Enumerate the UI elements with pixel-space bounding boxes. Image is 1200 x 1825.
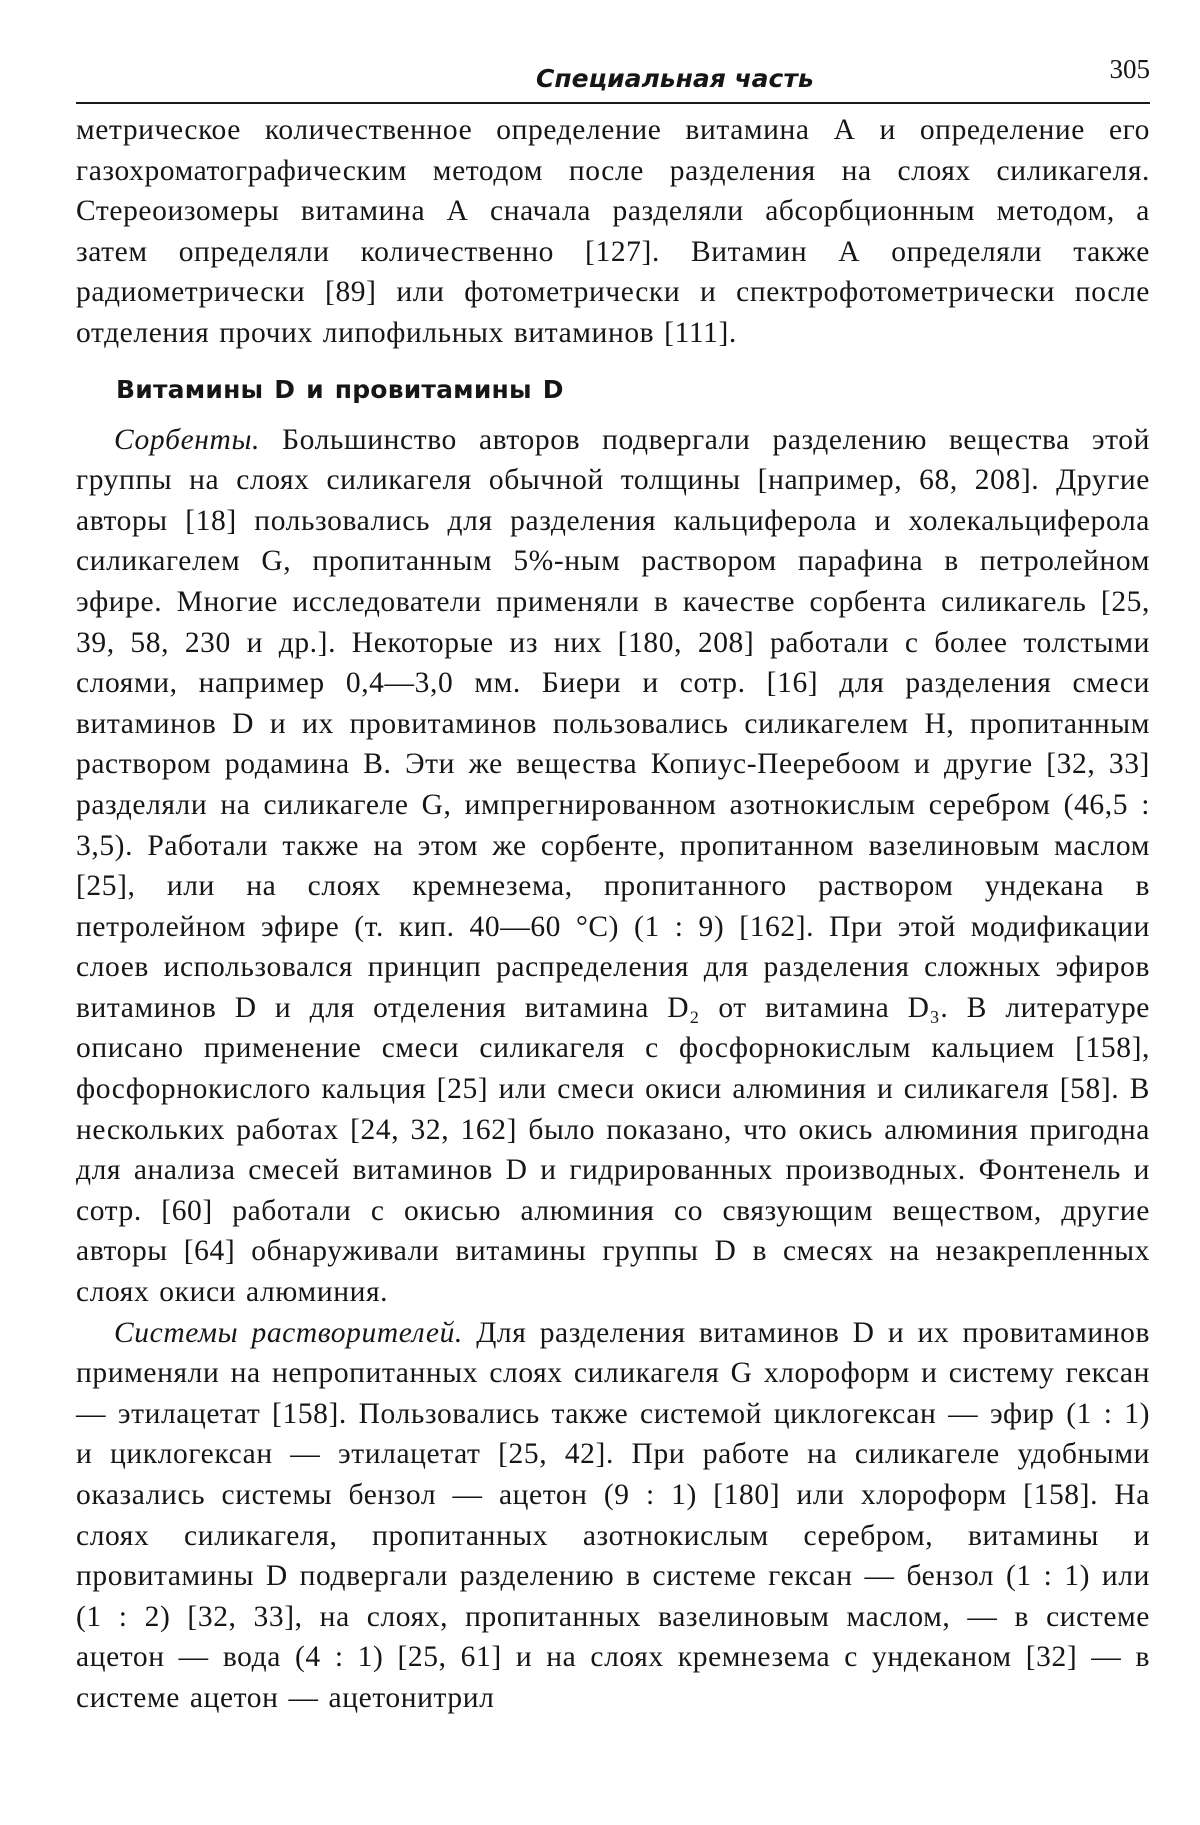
paragraph-lead-solvents: Системы растворителей. xyxy=(114,1316,463,1349)
section-heading: Витамины D и провитамины D xyxy=(116,374,564,404)
page-number: 305 xyxy=(1109,54,1150,84)
page-header xyxy=(76,46,1150,104)
paragraph-vitamin-a: метрическое количественное определение витамина А и определение его газохроматографическим методом после разделения на слоях силикагеля. Стереоизомеры витамина А сначала разделяли абсорбционным методом, а затем определяли количественно [127]. Витамин А определяли также радиометрически [89] или фотометрически и спектрофотометрически после отделения прочих липофильных витаминов [111]. xyxy=(76,114,1150,349)
running-title: Специальная часть xyxy=(536,64,814,93)
page-body xyxy=(76,110,1150,1719)
paragraph-lead-sorbents: Сорбенты. xyxy=(114,423,261,456)
paragraph-text-solvents: Для разделения витаминов D и их провитаминов применяли на непропитанных слоях силикагеля G хлороформ и систему гексан — этилацетат [158]. Пользовались также системой циклогексан — эфир (1 : 1) и циклогексан — этилацетат [25, 42]. При работе на силикагеле удобными оказались системы бензол — ацетон (9 : 1) [180] или хлороформ [158]. На слоях силикагеля, пропитанных азотнокислым серебром, витамины и провитамины D подвергали разделению в системе гексан — бензол (1 : 1) или (1 : 2) [32, 33], на слоях, пропитанных вазелиновым маслом, — в системе ацетон — вода (4 : 1) [25, 61] и на слоях кремнезема с ундеканом [32] — в системе ацетон — ацетонитрил xyxy=(76,1316,1150,1714)
paragraph-sorbents xyxy=(76,420,1150,1313)
paragraph-text-sorbents: Большинство авторов подвергали разделению вещества этой группы на слоях силикагеля обычной толщины [например, 68, 208]. Другие авторы [18] пользовались для разделения кальциферола и холекальциферола силикагелем G, пропитанным 5%-ным раствором парафина в петролейном эфире. Многие исследователи применяли в качестве сорбента силикагель [25, 39, 58, 230 и др.]. Некоторые из них [180, 208] работали с более толстыми слоями, например 0,4—3,0 мм. Биери и сотр. [16] для разделения смеси витаминов D и их провитаминов пользовались силикагелем H, пропитанным раствором родамина B. Эти же вещества Копиус-Пееребоом и другие [32, 33] разделяли на силикагеле G, импрегнированном азотнокислым серебром (46,5 : 3,5). Работали также на этом же сорбенте, пропитанном вазелиновым маслом [25], или на слоях кремнезема, пропитанного раствором ундекана в петролейном эфире (т. кип. 40—60 °С) (1 : 9) [162]. При этой модификации слоев использовался принцип распределения для разделения сложных эфиров витаминов D и для отделения витамина D₂ от витамина D₃. В литературе описано применение смеси силикагеля с фосфорнокислым кальцием [158], фосфорнокислого кальция [25] или смеси окиси алюминия и силикагеля [58]. В нескольких работах [24, 32, 162] было показано, что окись алюминия пригодна для анализа смесей витаминов D и гидрированных производных. Фонтенель и сотр. [60] работали с окисью алюминия со связующим веществом, другие авторы [64] обнаруживали витамины группы D в смесях на незакрепленных слоях окиси алюминия. xyxy=(76,423,1150,1309)
paragraph-solvent-systems xyxy=(76,1313,1150,1719)
